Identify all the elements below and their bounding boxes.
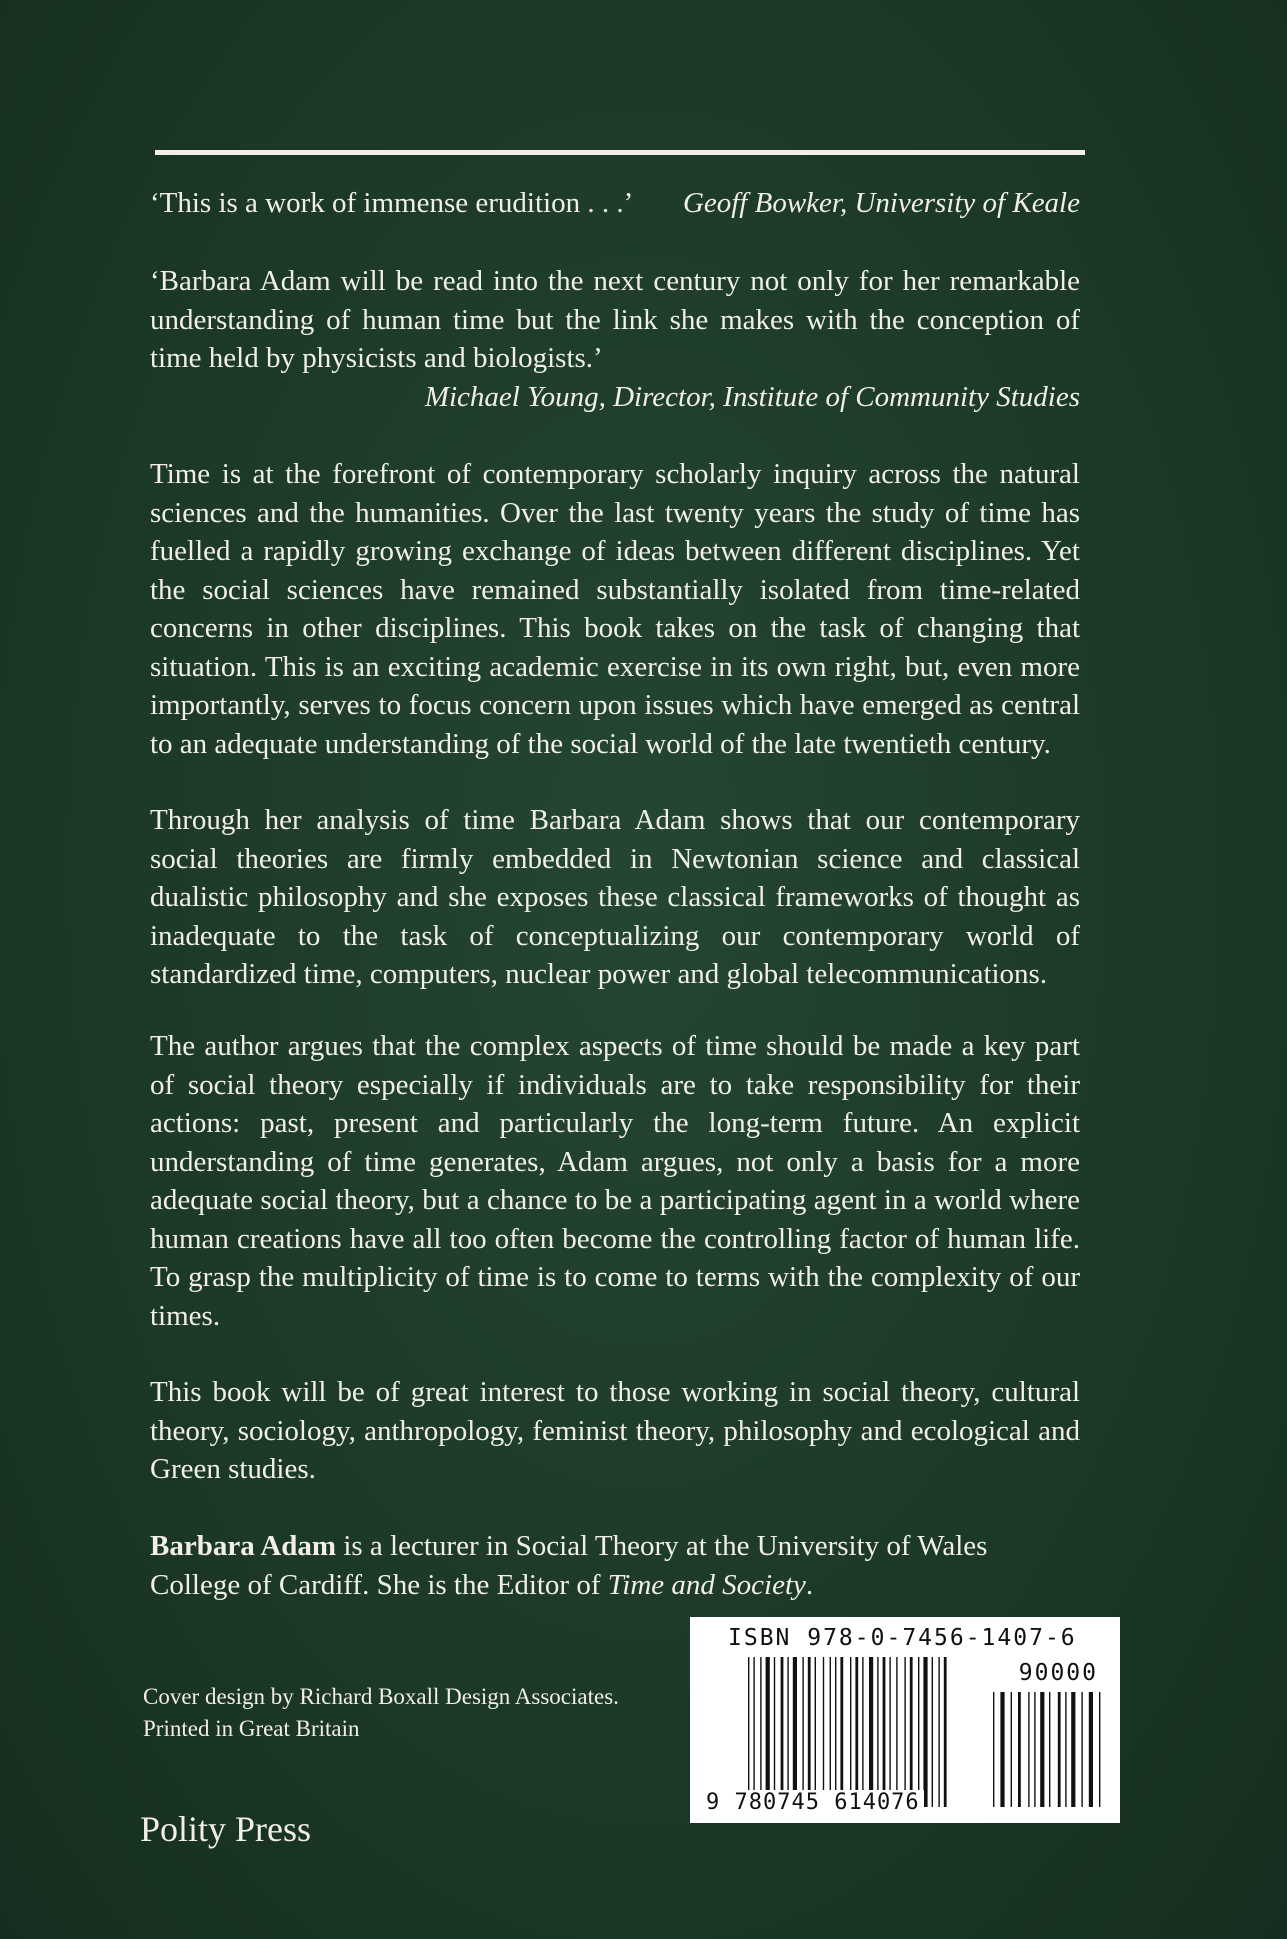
barcode-addon-bar: [1049, 1692, 1050, 1807]
barcode-addon-bar: [1099, 1692, 1100, 1807]
top-rule: [155, 150, 1085, 155]
barcode-bar: [904, 1657, 905, 1807]
paragraph-4: This book will be of great interest to those working in social theory, cultural theory, sociology, anthropology, feminist theory, philosophy and ecological and Green studies.: [150, 1376, 1080, 1485]
barcode-bar: [877, 1657, 878, 1807]
barcode-bar: [862, 1657, 863, 1807]
barcode-bar: [923, 1657, 927, 1807]
barcode-bar: [823, 1657, 824, 1807]
barcode-bar: [855, 1657, 858, 1807]
barcode-addon-bar: [1028, 1692, 1029, 1807]
ean-number: 9 780745 614076: [706, 1790, 924, 1815]
barcode-bar: [944, 1657, 947, 1807]
barcode-addon-bar: [1018, 1692, 1021, 1807]
barcode-bar: [774, 1657, 775, 1807]
barcode-addon-bar: [993, 1692, 994, 1807]
isbn-number: ISBN 978-0-7456-1407-6: [728, 1625, 1077, 1651]
quote-2-text: ‘Barbara Adam will be read into the next century not only for her remarkable understanding of human time but the link she makes with the conception of time held by physicists and biologists.’: [150, 265, 1080, 374]
barcode-bar: [835, 1657, 836, 1807]
barcode-bar: [815, 1657, 816, 1807]
barcode-bar: [910, 1657, 913, 1807]
author-bio-end: .: [805, 1568, 814, 1601]
barcode-bar: [781, 1657, 784, 1807]
quote-1: [150, 184, 1080, 223]
barcode-bar: [889, 1657, 890, 1807]
author-name: Barbara Adam: [150, 1530, 337, 1562]
barcode-bar: [840, 1657, 843, 1807]
barcode-addon-bar: [1000, 1692, 1004, 1807]
barcode-addon-bar: [1034, 1692, 1035, 1807]
barcode-addon-bar: [1065, 1692, 1066, 1807]
barcode-addon-bar: [1089, 1692, 1093, 1807]
barcode-addon-bar: [1071, 1692, 1075, 1807]
credits: [143, 1681, 619, 1745]
barcode-bar: [918, 1657, 919, 1807]
author-bio: [150, 1527, 1080, 1604]
barcode-panel: [690, 1617, 1120, 1823]
author-bio-text: is a lecturer in Social Theory at the University of Wales College of Cardiff. She is the Editor of: [150, 1530, 988, 1601]
barcode-bar: [938, 1657, 939, 1807]
barcode-bar: [883, 1657, 886, 1807]
barcode-addon-bar: [1081, 1692, 1082, 1807]
barcode-bar: [802, 1657, 803, 1807]
price-code: 90000: [1018, 1660, 1098, 1686]
quote-1-attribution: Geoff Bowker, University of Keale: [682, 187, 1080, 219]
quote-2-attribution: Michael Young, Director, Institute of Community Studies: [424, 380, 1080, 413]
barcode-bar: [753, 1657, 754, 1807]
barcode-bar: [760, 1657, 761, 1807]
barcode-bar: [932, 1657, 933, 1807]
barcode-bar: [793, 1657, 797, 1807]
barcode-bar: [787, 1657, 788, 1807]
barcode-addon-bar: [1058, 1692, 1061, 1807]
paragraph-2: Through her analysis of time Barbara Adam shows that our contemporary social theories are firmly embedded in Newtonian science and classical dualistic philosophy and she exposes these classical frameworks of thought as inadequate to the task of conceptualizing our contemporary world of standardized time, computers, nuclear power and global telecommunications.: [150, 804, 1080, 990]
paragraph-1: Time is at the forefront of contemporary scholarly inquiry across the natural sciences and the humanities. Over the last twenty years the study of time has fuelled a rapidly growing exchange of ideas between different disciplines. Yet the social sciences have remained substantially isolated from time-related concerns in other disciplines. This book takes on the task of changing that situation. This is an exciting academic exercise in its own right, but, even more importantly, serves to focus concern upon issues which have emerged as central to an adequate understanding of the social world of the late twentieth century.: [150, 458, 1080, 760]
printed-credit: Printed in Great Britain: [143, 1716, 360, 1741]
barcode-bar: [766, 1657, 770, 1807]
barcode-bar: [830, 1657, 831, 1807]
barcode-addon-bar: [1040, 1692, 1044, 1807]
publisher-name: Polity Press: [140, 1809, 312, 1849]
paragraph-3: The author argues that the complex aspects of time should be made a key part of social theory especially if individuals are to take responsibility for their actions: past, present and particularly the long-term future. An explicit understanding of time generates, Adam argues, not only a basis for a more adequate social theory, but a chance to be a participating agent in a world where human creations have all too often become the controlling factor of human life. To grasp the multiplicity of time is to come to terms with the complexity of our times.: [150, 1030, 1080, 1332]
barcode-bar: [850, 1657, 851, 1807]
cover-design-credit: Cover design by Richard Boxall Design Associates.: [143, 1684, 619, 1709]
quote-2: [150, 262, 1080, 416]
barcode-addon-bar: [1011, 1692, 1012, 1807]
quote-1-text: ‘This is a work of immense erudition . . .’: [150, 187, 634, 219]
barcode-bar: [896, 1657, 897, 1807]
barcode-bar: [869, 1657, 873, 1807]
barcode-bar: [808, 1657, 811, 1807]
journal-title: Time and Society: [607, 1568, 806, 1601]
barcode-bar: [748, 1657, 749, 1807]
